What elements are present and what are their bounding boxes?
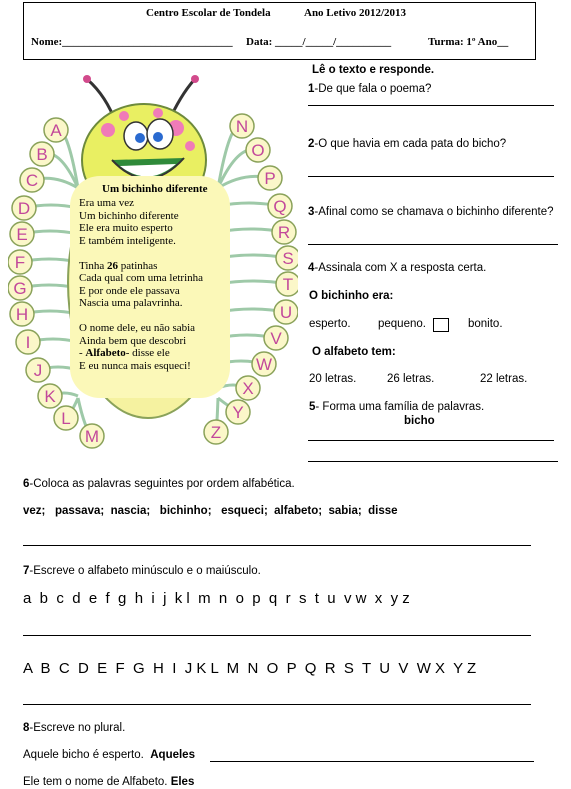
bug-letter: Z <box>210 423 222 442</box>
bug-letter: K <box>44 387 56 406</box>
date-field[interactable]: Data: _____/_____/__________ <box>246 36 392 48</box>
poem-line: E eu nunca mais esqueci! <box>79 359 191 372</box>
question-1: 1-De que fala o poema? <box>308 83 432 95</box>
bug-letter: L <box>61 409 71 428</box>
answer-line-2[interactable] <box>308 176 554 177</box>
question-8: 8-Escreve no plural. <box>23 722 126 734</box>
bug-letter-petal <box>274 300 298 324</box>
question-6: 6-Coloca as palavras seguintes por ordem alfabética. <box>23 478 295 490</box>
bug-letter: I <box>25 333 31 352</box>
poem-line: Nascia uma palavrinha. <box>79 297 183 309</box>
bug-letter-petal <box>258 166 282 190</box>
bug-letter-petal <box>38 384 62 408</box>
answer-line-1[interactable] <box>308 105 554 106</box>
poem-line: E também inteligente. <box>79 234 176 247</box>
bug-letter: R <box>277 223 291 242</box>
question-2: 2-O que havia em cada pata do bicho? <box>308 138 507 150</box>
bug-letter-petal <box>8 276 32 300</box>
answer-line-5a[interactable] <box>308 440 554 441</box>
question-7: 7-Escreve o alfabeto minúsculo e o maiúsculo. <box>23 565 261 577</box>
q4b-title: O alfabeto tem: <box>312 346 396 358</box>
bug-letter-petal <box>16 330 40 354</box>
poem-line: Era uma vez <box>79 197 134 209</box>
bug-letter: Y <box>232 403 244 422</box>
bug-letter: E <box>16 225 28 244</box>
question-5: 5- Forma uma família de palavras. <box>309 401 485 413</box>
question-4: 4-Assinala com X a resposta certa. <box>308 262 487 274</box>
bug-letter-petal <box>276 246 298 270</box>
poem-line: - Alfabeto- disse ele <box>79 347 170 359</box>
answer-line-6[interactable] <box>23 545 531 546</box>
class-field[interactable]: Turma: 1º Ano__ <box>428 36 509 48</box>
bug-letter-petal <box>264 326 288 350</box>
alphabet-uppercase: A B C D E F G H I J K L M N O P Q R S T U V W X Y Z <box>23 660 477 677</box>
bug-letter-petal <box>8 250 32 274</box>
bug-letter-petal <box>276 272 298 296</box>
answer-line-7b[interactable] <box>23 704 531 705</box>
q8-sentence-1: Aquele bicho é esperto. Aqueles <box>23 749 195 761</box>
bug-letter-petal <box>44 118 68 142</box>
school-year: Ano Letivo 2012/2013 <box>304 7 407 19</box>
alphabet-lowercase: a b c d e f g h i j k l m n o p q r s t u v w x y z <box>23 590 410 607</box>
bug-letter: G <box>13 279 27 298</box>
bug-letter-petal <box>30 142 54 166</box>
bug-letter: P <box>264 169 276 188</box>
header-box <box>23 2 536 60</box>
bug-letter: J <box>33 361 43 380</box>
q4a-opt-3[interactable]: bonito. <box>468 318 503 330</box>
question-3: 3-Afinal como se chamava o bichinho diferente? <box>308 206 554 218</box>
bug-letter: O <box>251 141 265 160</box>
q4a-opt-2[interactable]: pequeno. <box>378 318 426 330</box>
q4a-title: O bichinho era: <box>309 290 394 302</box>
bug-letter-petal <box>80 424 104 448</box>
q5-word: bicho <box>404 415 435 427</box>
bug-letter-petal <box>10 302 34 326</box>
bug-letter-petal <box>236 376 260 400</box>
bug-letter-petal <box>26 358 50 382</box>
poem-line: O nome dele, eu não sabia <box>79 322 196 334</box>
answer-line-8a[interactable] <box>210 761 534 762</box>
bug-letter-petal <box>10 222 34 246</box>
bug-letter-petal <box>268 194 292 218</box>
bug-letter: X <box>242 379 254 398</box>
bug-letter-petal <box>12 196 36 220</box>
bug-letter: T <box>282 275 294 294</box>
instruction: Lê o texto e responde. <box>312 64 435 76</box>
poem-line: E por onde ele passava <box>79 284 180 297</box>
bug-letter: B <box>36 145 48 164</box>
poem-body <box>79 197 203 372</box>
bug-letter-petal <box>226 400 250 424</box>
name-field[interactable]: Nome:_______________________________ <box>31 36 233 48</box>
bug-letter: V <box>270 329 282 348</box>
poem-line: Ele era muito esperto <box>79 222 173 234</box>
poem-line: Cada qual com uma letrinha <box>79 272 204 284</box>
bug-letter: S <box>282 249 294 268</box>
poem-title: Um bichinho diferente <box>102 183 208 195</box>
q4b-opt-1[interactable]: 20 letras. <box>309 373 357 385</box>
q4b-opt-3[interactable]: 22 letras. <box>480 373 528 385</box>
bug-letter-petal <box>54 406 78 430</box>
bug-letter: U <box>279 303 293 322</box>
bug-letter-petal <box>20 168 44 192</box>
bug-letter: D <box>17 199 31 218</box>
bug-letter: W <box>255 355 273 374</box>
poem-line: Tinha 26 patinhas <box>79 259 158 272</box>
poem-line: Um bichinho diferente <box>79 209 179 222</box>
answer-line-5b[interactable] <box>308 461 558 462</box>
poem-gap <box>79 247 203 260</box>
bug-letter: Q <box>273 197 287 216</box>
bug-letter-petal <box>272 220 296 244</box>
bug-letter: A <box>50 121 62 140</box>
q6-words: vez; passava; nascia; bichinho; esqueci; alfabeto; sabia; disse <box>23 505 398 517</box>
bug-letter-petal <box>246 138 270 162</box>
q4a-opt-1[interactable]: esperto. <box>309 318 351 330</box>
bug-letter-petal <box>252 352 276 376</box>
school-name: Centro Escolar de Tondela <box>146 7 271 19</box>
bug-letter: H <box>15 305 29 324</box>
poem-gap <box>79 310 203 323</box>
answer-line-7a[interactable] <box>23 635 531 636</box>
bug-letter: F <box>14 253 26 272</box>
answer-line-3[interactable] <box>308 244 558 245</box>
q4b-opt-2[interactable]: 26 letras. <box>387 373 435 385</box>
poem-line: Ainda bem que descobri <box>79 334 187 347</box>
bug-letter: M <box>84 427 100 446</box>
bug-letter-petal <box>230 114 254 138</box>
bug-letter-petal <box>204 420 228 444</box>
bug-letter: C <box>25 171 39 190</box>
bug-letter: N <box>235 117 249 136</box>
q8-sentence-2: Ele tem o nome de Alfabeto. Eles <box>23 776 195 788</box>
checkbox[interactable] <box>433 318 449 332</box>
